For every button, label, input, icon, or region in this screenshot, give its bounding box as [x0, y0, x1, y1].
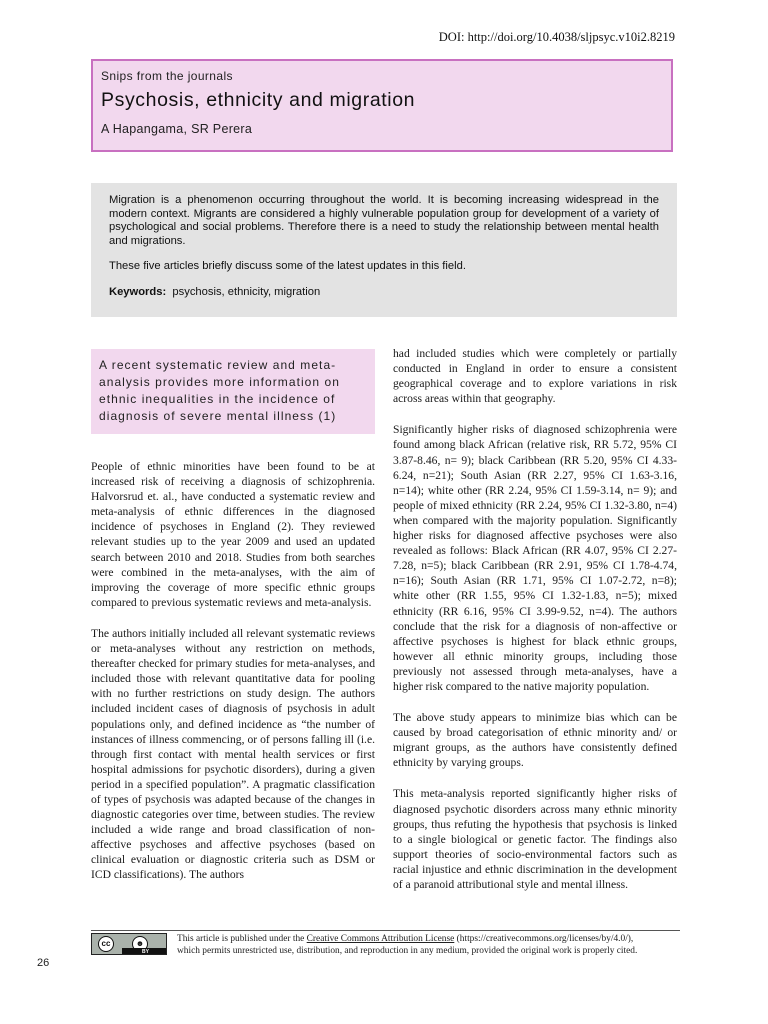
abstract-paragraph: These five articles briefly discuss some of the latest updates in this field.: [109, 260, 466, 273]
cc-icon: cc: [98, 936, 114, 952]
category-label: Snips from the journals: [101, 69, 233, 83]
body-paragraph: Significantly higher risks of diagnosed schizophrenia were found among black African (relative risk, RR 5.72, 95% CI 3.87-8.46, n= 9); black Caribbean (RR 5.20, 95% CI 4.33-6.24, n=21); South Asian (RR 2.27, 95% CI 1.63-3.16, n=14); white other (RR 2.24, 95% CI 1.59-3.14, n= 9); and people of mixed ethnicity (RR 2.24, 95% CI 1.32-3.80, n=4) when compared with the majority population. Significantly higher risks for diagnosed affective psychoses were also revealed as follows: Black African (RR 4.07, 95% CI 2.27-7.28, n=5); black Caribbean (RR 2.91, 95% CI 1.78-4.74, n=16); South Asian (RR 1.71, 95% CI 1.07-2.72, n=8); white other (RR 1.55, 95% CI 1.32-1.83, n=5); mixed ethnicity (RR 6.16, 95% CI 3.99-9.52, n=4). The authors conclude that the risk for a diagnosis of non-affective or affective psychoses is highest for black ethnic groups, however all ethnic minority groups, including those previously not assessed through meta-analyses, have a higher risk compared to the native majority population.: [393, 423, 677, 693]
license-prefix: This article is published under the: [177, 934, 307, 944]
license-notice: [177, 933, 680, 957]
page-number: 26: [37, 957, 50, 969]
body-paragraph: The authors initially included all relevant systematic reviews or meta-analyses without any restriction on methods, thereafter checked for primary studies for meta-analyses, and included those with relevant quantitative data for pooling with no further restrictions on study design. The authors included incident cases of diagnosis of psychosis in adult populations only, and defined incidence as “the number of instances of illness commencing, or of persons falling ill (i.e. through first contact with mental health services or first hospital admissions for psychotic disorders), during a given period in a specified population”. A pragmatic classification of types of psychosis was adapted because of the changes in diagnostic categories over time, between studies. The review included a wide range and broad classification of non-affective psychoses and affective psychoses (based on clinical evaluation or diagnostic criteria such as DSM or ICD classifications). The authors: [91, 626, 375, 882]
body-paragraph: had included studies which were completely or partially conducted in England in order to ensure a consistent geographical coverage and to explore variations in risk across areas within that geography.: [393, 347, 677, 406]
license-url[interactable]: (https://creativecommons.org/licenses/by/4.0/),: [454, 934, 634, 944]
body-paragraph: The above study appears to minimize bias which can be caused by broad categorisation of ethnic minority and/ or migrant groups, as the authors have consistently defined ethnicity by varying groups.: [393, 711, 677, 770]
license-link[interactable]: Creative Commons Attribution License: [306, 934, 455, 944]
doi-link[interactable]: DOI: http://doi.org/10.4038/sljpsyc.v10i2.8219: [438, 30, 675, 44]
keywords-text: psychosis, ethnicity, migration: [172, 285, 321, 298]
abstract-paragraph: Migration is a phenomenon occurring throughout the world. It is becoming increasing widespread in the modern context. Migrants are considered a highly vulnerable population group for development of a variety of psychological and social problems. Therefore there is a need to study the relationship between mental health and migrations.: [109, 194, 659, 247]
person-icon: ☻: [132, 936, 148, 952]
author-list: A Hapangama, SR Perera: [101, 122, 253, 136]
keywords-line: [109, 286, 659, 300]
body-column-left: [91, 459, 375, 899]
footer-divider: [91, 930, 680, 931]
body-column-right: [393, 346, 677, 908]
keywords-label: Keywords:: [109, 285, 167, 298]
cc-by-license-badge[interactable]: [91, 933, 167, 955]
by-text: BY: [142, 949, 149, 955]
body-paragraph: People of ethnic minorities have been found to be at increased risk of receiving a diagnosis of schizophrenia. Halvorsrud et. al., have conducted a systematic review and meta-analysis of ethnic differences in the diagnosed incidence of psychoses in England (2). They reviewed relevant studies up to the year 2009 and used an updated search between 2010 and 2018. Studies from both searches were combined in the meta-analyses, with the aim of improving the coverage of more specific ethnic groups compared to previous systematic reviews and meta-analysis.: [91, 460, 375, 609]
title-box: [91, 59, 673, 152]
body-paragraph: This meta-analysis reported significantly higher risks of diagnosed psychotic disorders across many ethnic minority groups, thus refuting the hypothesis that psychosis is linked to a single biological or genetic factor. The findings also support theories of socio-environmental factors such as racial injustice and ethnic discrimination in the development of a paranoid attributional style and mental illness.: [393, 787, 677, 891]
abstract-box: [91, 183, 677, 317]
license-rest: which permits unrestricted use, distribution, and reproduction in any medium, provided the original work is properly cited.: [177, 946, 638, 956]
section-heading: A recent systematic review and meta-analysis provides more information on ethnic inequalities in the incidence of diagnosis of severe mental illness (1): [91, 349, 375, 434]
article-title: Psychosis, ethnicity and migration: [101, 89, 416, 111]
